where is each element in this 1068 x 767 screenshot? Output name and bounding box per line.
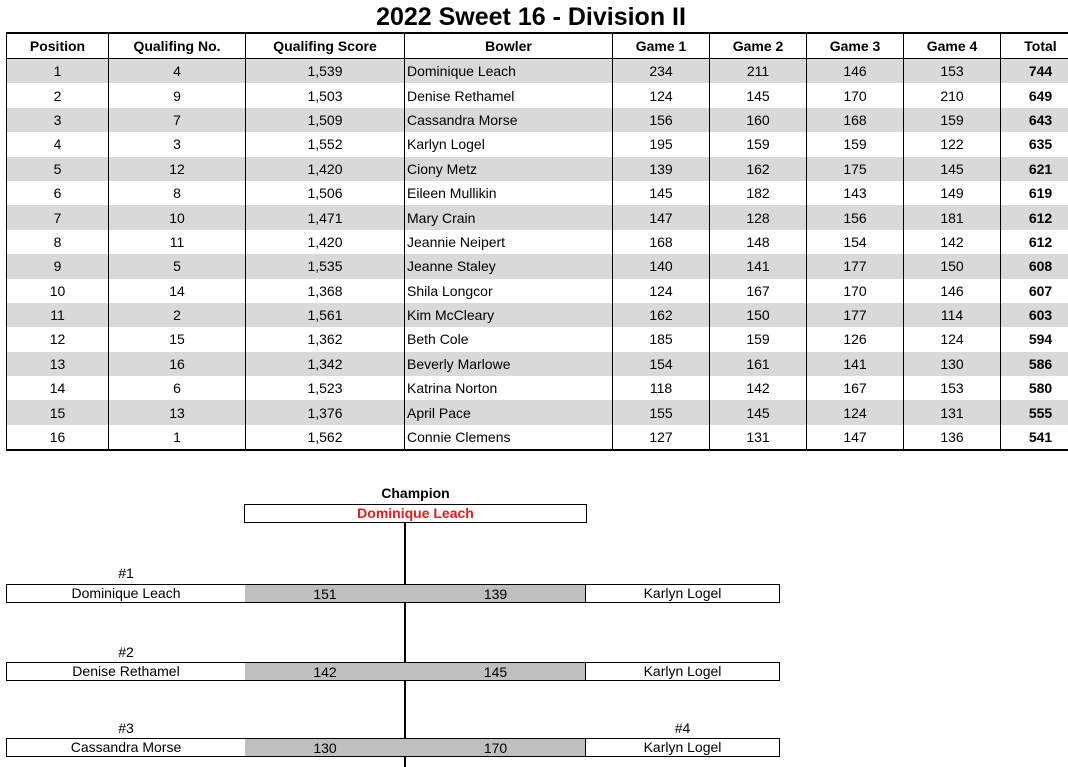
header-game-1: Game 1	[613, 33, 710, 59]
cell-game-4: 150	[904, 254, 1001, 278]
cell-position: 11	[7, 303, 109, 327]
header-qualifying-score: Qualifing Score	[246, 33, 405, 59]
match1-left-score: 151	[245, 584, 405, 603]
header-position: Position	[7, 33, 109, 59]
table-row	[7, 352, 1068, 376]
cell-game-1: 185	[613, 327, 710, 351]
header-game-2: Game 2	[710, 33, 807, 59]
header-total: Total	[1001, 33, 1068, 59]
cell-qualifying-score: 1,368	[246, 279, 405, 303]
cell-position: 3	[7, 108, 109, 132]
cell-game-1: 195	[613, 132, 710, 156]
table-row	[7, 303, 1068, 327]
table-row	[7, 254, 1068, 278]
seed-3-label: #3	[118, 720, 134, 736]
cell-bowler: Beverly Marlowe	[405, 352, 613, 376]
header-bowler: Bowler	[405, 33, 613, 59]
cell-game-3: 143	[807, 181, 904, 205]
cell-game-4: 130	[904, 352, 1001, 376]
page-title: 2022 Sweet 16 - Division II	[376, 3, 686, 31]
champion-label: Champion	[381, 485, 450, 501]
cell-bowler: Kim McCleary	[405, 303, 613, 327]
header-game-4: Game 4	[904, 33, 1001, 59]
cell-game-2: 159	[710, 132, 807, 156]
cell-total: 608	[1001, 254, 1068, 278]
cell-game-1: 124	[613, 279, 710, 303]
cell-qualifying-no: 13	[109, 400, 246, 424]
cell-bowler: Mary Crain	[405, 205, 613, 229]
cell-bowler: Karlyn Logel	[405, 132, 613, 156]
cell-position: 13	[7, 352, 109, 376]
cell-qualifying-no: 2	[109, 303, 246, 327]
cell-qualifying-score: 1,503	[246, 83, 405, 107]
cell-qualifying-score: 1,376	[246, 400, 405, 424]
match2-left-name: Denise Rethamel	[6, 662, 246, 681]
cell-position: 4	[7, 132, 109, 156]
cell-qualifying-score: 1,562	[246, 425, 405, 450]
cell-game-2: 159	[710, 327, 807, 351]
cell-qualifying-score: 1,509	[246, 108, 405, 132]
table-row	[7, 157, 1068, 181]
cell-qualifying-no: 8	[109, 181, 246, 205]
cell-qualifying-no: 9	[109, 83, 246, 107]
cell-game-4: 210	[904, 83, 1001, 107]
cell-bowler: Ciony Metz	[405, 157, 613, 181]
cell-bowler: Eileen Mullikin	[405, 181, 613, 205]
cell-game-4: 131	[904, 400, 1001, 424]
cell-game-1: 147	[613, 205, 710, 229]
cell-total: 612	[1001, 205, 1068, 229]
cell-total: 541	[1001, 425, 1068, 450]
header-game-3: Game 3	[807, 33, 904, 59]
cell-position: 16	[7, 425, 109, 450]
table-row	[7, 400, 1068, 424]
cell-bowler: Connie Clemens	[405, 425, 613, 450]
cell-game-2: 182	[710, 181, 807, 205]
cell-qualifying-no: 12	[109, 157, 246, 181]
cell-position: 14	[7, 376, 109, 400]
cell-qualifying-score: 1,420	[246, 157, 405, 181]
cell-game-3: 147	[807, 425, 904, 450]
cell-bowler: Shila Longcor	[405, 279, 613, 303]
header-row	[7, 33, 1068, 59]
cell-position: 8	[7, 230, 109, 254]
cell-qualifying-score: 1,552	[246, 132, 405, 156]
cell-game-4: 142	[904, 230, 1001, 254]
cell-game-4: 136	[904, 425, 1001, 450]
cell-bowler: April Pace	[405, 400, 613, 424]
cell-position: 1	[7, 59, 109, 84]
cell-game-4: 181	[904, 205, 1001, 229]
table-row	[7, 132, 1068, 156]
cell-qualifying-score: 1,362	[246, 327, 405, 351]
cell-game-3: 168	[807, 108, 904, 132]
table-row	[7, 279, 1068, 303]
cell-bowler: Cassandra Morse	[405, 108, 613, 132]
cell-qualifying-score: 1,471	[246, 205, 405, 229]
seed-1-label: #1	[118, 565, 134, 581]
cell-bowler: Jeannie Neipert	[405, 230, 613, 254]
table-row	[7, 376, 1068, 400]
cell-game-1: 155	[613, 400, 710, 424]
cell-position: 5	[7, 157, 109, 181]
cell-position: 9	[7, 254, 109, 278]
cell-game-4: 114	[904, 303, 1001, 327]
cell-game-2: 148	[710, 230, 807, 254]
cell-game-1: 127	[613, 425, 710, 450]
cell-total: 603	[1001, 303, 1068, 327]
cell-game-3: 154	[807, 230, 904, 254]
cell-total: 649	[1001, 83, 1068, 107]
cell-game-2: 142	[710, 376, 807, 400]
champion-name: Dominique Leach	[244, 504, 587, 523]
cell-game-2: 150	[710, 303, 807, 327]
cell-qualifying-score: 1,535	[246, 254, 405, 278]
cell-game-4: 124	[904, 327, 1001, 351]
cell-qualifying-score: 1,561	[246, 303, 405, 327]
cell-qualifying-no: 10	[109, 205, 246, 229]
cell-game-2: 131	[710, 425, 807, 450]
cell-game-3: 141	[807, 352, 904, 376]
cell-game-2: 145	[710, 83, 807, 107]
cell-game-3: 177	[807, 303, 904, 327]
cell-game-4: 122	[904, 132, 1001, 156]
cell-game-4: 145	[904, 157, 1001, 181]
header-qualifying-no: Qualifing No.	[109, 33, 246, 59]
cell-qualifying-no: 7	[109, 108, 246, 132]
cell-total: 744	[1001, 59, 1068, 84]
cell-bowler: Beth Cole	[405, 327, 613, 351]
table-row	[7, 108, 1068, 132]
match2-left-score: 142	[245, 662, 405, 681]
cell-game-3: 124	[807, 400, 904, 424]
cell-qualifying-no: 11	[109, 230, 246, 254]
cell-game-4: 146	[904, 279, 1001, 303]
cell-qualifying-score: 1,420	[246, 230, 405, 254]
cell-total: 594	[1001, 327, 1068, 351]
cell-bowler: Denise Rethamel	[405, 83, 613, 107]
match3-right-score: 170	[405, 738, 586, 757]
cell-bowler: Jeanne Staley	[405, 254, 613, 278]
match2-right-score: 145	[405, 662, 586, 681]
cell-total: 586	[1001, 352, 1068, 376]
match3-right-name: Karlyn Logel	[585, 738, 780, 757]
table-row	[7, 181, 1068, 205]
cell-game-4: 153	[904, 376, 1001, 400]
table-row	[7, 205, 1068, 229]
cell-game-1: 118	[613, 376, 710, 400]
cell-game-2: 160	[710, 108, 807, 132]
cell-game-3: 175	[807, 157, 904, 181]
cell-game-1: 145	[613, 181, 710, 205]
cell-bowler: Dominique Leach	[405, 59, 613, 84]
cell-game-2: 161	[710, 352, 807, 376]
cell-qualifying-no: 4	[109, 59, 246, 84]
match3-left-name: Cassandra Morse	[6, 738, 246, 757]
cell-game-3: 170	[807, 279, 904, 303]
cell-game-4: 159	[904, 108, 1001, 132]
cell-game-2: 162	[710, 157, 807, 181]
cell-game-2: 211	[710, 59, 807, 84]
cell-game-1: 162	[613, 303, 710, 327]
cell-game-1: 124	[613, 83, 710, 107]
cell-game-3: 126	[807, 327, 904, 351]
cell-qualifying-no: 1	[109, 425, 246, 450]
cell-qualifying-score: 1,539	[246, 59, 405, 84]
cell-qualifying-no: 14	[109, 279, 246, 303]
cell-game-2: 128	[710, 205, 807, 229]
cell-position: 6	[7, 181, 109, 205]
cell-qualifying-score: 1,506	[246, 181, 405, 205]
cell-position: 12	[7, 327, 109, 351]
cell-total: 619	[1001, 181, 1068, 205]
cell-total: 607	[1001, 279, 1068, 303]
cell-qualifying-no: 6	[109, 376, 246, 400]
cell-qualifying-score: 1,342	[246, 352, 405, 376]
cell-game-2: 167	[710, 279, 807, 303]
cell-game-3: 167	[807, 376, 904, 400]
match1-right-score: 139	[405, 584, 586, 603]
table-row	[7, 83, 1068, 107]
cell-game-1: 168	[613, 230, 710, 254]
cell-game-3: 146	[807, 59, 904, 84]
results-table	[6, 32, 1068, 451]
cell-game-4: 149	[904, 181, 1001, 205]
bracket-vertical-line	[404, 523, 406, 767]
table-row	[7, 59, 1068, 84]
cell-qualifying-no: 16	[109, 352, 246, 376]
cell-qualifying-no: 3	[109, 132, 246, 156]
cell-game-2: 145	[710, 400, 807, 424]
cell-game-3: 177	[807, 254, 904, 278]
seed-4-label: #4	[674, 720, 691, 736]
match1-left-name: Dominique Leach	[6, 584, 246, 603]
cell-qualifying-no: 15	[109, 327, 246, 351]
cell-game-1: 234	[613, 59, 710, 84]
cell-game-2: 141	[710, 254, 807, 278]
match1-right-name: Karlyn Logel	[585, 584, 780, 603]
cell-position: 15	[7, 400, 109, 424]
cell-game-1: 140	[613, 254, 710, 278]
cell-position: 10	[7, 279, 109, 303]
cell-total: 612	[1001, 230, 1068, 254]
table-row	[7, 425, 1068, 450]
cell-qualifying-score: 1,523	[246, 376, 405, 400]
cell-total: 555	[1001, 400, 1068, 424]
cell-game-3: 170	[807, 83, 904, 107]
cell-game-4: 153	[904, 59, 1001, 84]
table-row	[7, 230, 1068, 254]
match3-left-score: 130	[245, 738, 405, 757]
cell-qualifying-no: 5	[109, 254, 246, 278]
match2-right-name: Karlyn Logel	[585, 662, 780, 681]
cell-position: 2	[7, 83, 109, 107]
cell-total: 621	[1001, 157, 1068, 181]
cell-total: 580	[1001, 376, 1068, 400]
cell-total: 643	[1001, 108, 1068, 132]
cell-total: 635	[1001, 132, 1068, 156]
cell-game-1: 156	[613, 108, 710, 132]
seed-2-label: #2	[118, 644, 134, 660]
cell-bowler: Katrina Norton	[405, 376, 613, 400]
cell-game-1: 154	[613, 352, 710, 376]
table-row	[7, 327, 1068, 351]
cell-game-3: 156	[807, 205, 904, 229]
cell-game-1: 139	[613, 157, 710, 181]
cell-game-3: 159	[807, 132, 904, 156]
cell-position: 7	[7, 205, 109, 229]
